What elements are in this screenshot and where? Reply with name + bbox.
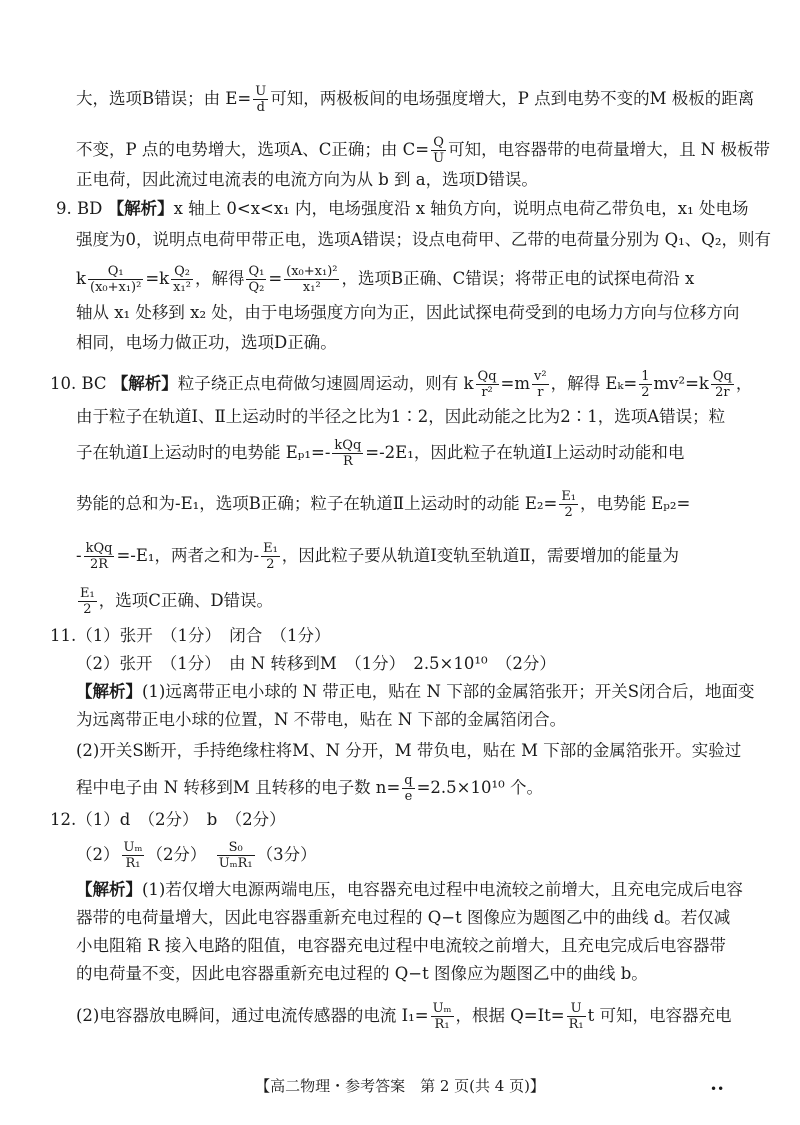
text-line-l19	[76, 740, 741, 762]
text-run: 正电荷，因此流过电流表的电流方向为从 b 到 a，选项D错误。	[76, 170, 538, 189]
text-run: （2分）	[146, 845, 215, 864]
fraction	[431, 1001, 454, 1032]
text-run: ，因此粒子要从轨道Ⅰ变轨至轨道Ⅱ，需要增加的能量为	[281, 546, 680, 565]
fraction-numerator: S₀	[217, 840, 255, 856]
text-run: 小电阻箱 R 接入电路的阻值，电容器充电过程中电流较之前增大，且充电完成后电容器带	[76, 936, 726, 955]
analysis-tag: 【解析】	[107, 199, 174, 218]
fraction	[559, 489, 578, 520]
fraction-numerator: E₁	[561, 489, 577, 504]
fraction	[84, 541, 115, 572]
fraction	[332, 438, 363, 469]
text-run: 势能的总和为-E₁，选项B正确；粒子在轨道Ⅱ上运动时的动能 E₂=	[76, 494, 558, 513]
fraction	[284, 264, 339, 295]
text-run: =	[268, 269, 283, 288]
fraction-denominator: r	[537, 385, 544, 400]
fraction	[217, 840, 255, 871]
text-line-l8	[76, 332, 337, 354]
text-line-l17	[76, 681, 755, 703]
fraction-numerator: Q	[431, 135, 446, 151]
text-run: (2)开关S断开，手持绝缘柱将M、N 分开，M 带负电，贴在 M 下部的金属箔张开。实验过	[76, 741, 742, 760]
text-run: 为远离带正电小球的位置，N 不带电，贴在 N 下部的金属箔闭合。	[76, 710, 567, 729]
fraction	[431, 135, 446, 166]
text-run: (2)电容器放电瞬间，通过电流传感器的电流 I₁=	[76, 1006, 429, 1025]
fraction	[261, 541, 280, 572]
fraction-numerator: kQq	[334, 438, 362, 453]
text-run: =2.5×10¹⁰ 个。	[416, 778, 543, 797]
text-run: 9. BD	[56, 199, 108, 218]
fraction-denominator: x₁²	[173, 280, 191, 295]
text-run: (1)远离带正电小球的 N 带正电，贴在 N 下部的金属箔张开；开关S闭合后，地面变	[142, 682, 755, 701]
text-run: 程中电子由 N 转移到M 且转移的电子数 n=	[76, 778, 401, 797]
corner-mark: ••	[710, 1082, 725, 1096]
fraction-denominator: Q₂	[248, 280, 265, 295]
text-run: -	[76, 546, 82, 565]
fraction-denominator: 2	[564, 505, 573, 520]
text-run: 由于粒子在轨道Ⅰ、Ⅱ上运动时的半径之比为1∶2，因此动能之比为2∶1，选项A错误；粒	[76, 407, 726, 426]
fraction-denominator: 2	[641, 385, 650, 400]
text-line-l1	[76, 84, 754, 115]
text-run: ，	[735, 374, 753, 393]
fraction	[78, 586, 97, 617]
fraction	[122, 840, 145, 871]
fraction-denominator: R	[342, 454, 353, 469]
text-run: =-2E₁，因此粒子在轨道Ⅰ上运动时动能和电	[365, 443, 685, 462]
fraction-numerator: Qq	[477, 369, 497, 384]
text-run: ，解得 Eₖ=	[550, 374, 638, 393]
fraction	[711, 369, 734, 400]
text-run: 11.（1）张开 （1分） 闭合 （1分）	[50, 626, 331, 645]
text-run: 子在轨道Ⅰ上运动时的电势能 Eₚ₁=-	[76, 443, 331, 462]
text-line-l2	[76, 135, 770, 166]
analysis-tag: 【解析】	[76, 682, 142, 701]
text-run: t 可知，电容器充电	[587, 1006, 732, 1025]
text-run: 大，选项B错误；由 E=	[76, 89, 252, 108]
fraction-denominator: 2R	[89, 557, 109, 572]
text-line-l9	[50, 369, 752, 400]
text-run: x 轴上 0<x<x₁ 内，电场强度沿 x 轴负方向，说明点电荷乙带负电，x₁ 处电场	[173, 199, 749, 218]
text-line-l27	[76, 1001, 731, 1032]
fraction-numerator: (x₀+x₁)²	[286, 264, 338, 279]
fraction-numerator: Qq	[712, 369, 732, 384]
text-run: k	[76, 269, 86, 288]
analysis-tag: 【解析】	[111, 374, 178, 393]
text-run: ，电势能 Eₚ₂=	[580, 494, 691, 513]
text-run: ，根据 Q=It=	[455, 1006, 565, 1025]
text-line-l13	[76, 541, 679, 572]
text-run: 的电荷量不变，因此电容器重新充电过程的 Q−t 图像应为题图乙中的曲线 b。	[76, 964, 648, 983]
fraction-numerator: kQq	[85, 541, 113, 556]
fraction	[246, 264, 266, 295]
analysis-tag: 【解析】	[76, 880, 142, 899]
text-run: 相同，电场力做正功，选项D正确。	[76, 333, 337, 352]
text-run: (1)若仅增大电源两端电压，电容器充电过程中电流较之前增大，且充电完成后电容	[142, 880, 743, 899]
text-line-l12	[76, 489, 690, 520]
page-footer: 【高二物理・参考答案 第 2 页(共 4 页)】	[255, 1077, 545, 1095]
fraction-numerator: U	[255, 84, 267, 99]
fraction-denominator: 2r	[715, 385, 730, 400]
fraction-numerator: v²	[534, 369, 547, 384]
fraction	[567, 1001, 586, 1032]
fraction-numerator: Q₂	[171, 264, 193, 280]
text-run: 10. BC	[50, 374, 112, 393]
text-line-l23	[76, 879, 743, 901]
text-line-l20	[76, 773, 543, 804]
fraction-denominator: (x₀+x₁)²	[90, 280, 142, 295]
fraction-numerator: q	[404, 773, 413, 788]
text-run: =k	[145, 269, 170, 288]
fraction	[253, 84, 268, 115]
text-run: 强度为0，说明点电荷甲带正电，选项A错误；设点电荷甲、乙带的电荷量分别为 Q₁、Q₂，则有	[76, 230, 771, 249]
fraction-denominator: R₁	[434, 1017, 450, 1032]
text-run: 可知，两极板间的电场强度增大，P 点到电势不变的M 极板的距离	[270, 89, 755, 108]
text-run: 轴从 x₁ 处移到 x₂ 处，由于电场强度方向为正，因此试探电荷受到的电场力方向与位移方向	[76, 303, 740, 322]
text-line-l11	[76, 438, 684, 469]
text-line-l25	[76, 935, 726, 957]
fraction-denominator: 2	[83, 602, 92, 617]
text-run: （3分）	[256, 845, 317, 864]
text-line-l3	[76, 169, 538, 191]
text-run: mv²=k	[653, 374, 709, 393]
text-line-l24	[76, 907, 730, 929]
fraction-denominator: d	[256, 100, 265, 115]
text-line-l4	[56, 198, 748, 220]
fraction-numerator: 1	[641, 369, 650, 384]
fraction-numerator: Uₘ	[432, 1001, 452, 1016]
text-line-l21	[50, 809, 286, 831]
text-run: ，解得	[194, 269, 245, 288]
text-line-l7	[76, 302, 739, 324]
text-line-l26	[76, 963, 648, 985]
fraction-denominator: r²	[481, 385, 493, 400]
fraction	[402, 773, 414, 804]
text-run: （2）张开 （1分） 由 N 转移到M （1分） 2.5×10¹⁰ （2分）	[76, 654, 556, 673]
text-line-l18	[76, 709, 566, 731]
fraction	[88, 264, 143, 295]
fraction-numerator: E₁	[80, 586, 95, 601]
text-run: （2）	[76, 845, 120, 864]
fraction-denominator: x₁²	[302, 280, 321, 295]
fraction-numerator: Q₁	[88, 264, 143, 280]
fraction-denominator: UₘR₁	[218, 856, 253, 871]
fraction-numerator: Uₘ	[123, 840, 143, 855]
text-run: 12.（1）d （2分） b （2分）	[50, 810, 286, 829]
text-line-l5	[76, 229, 771, 251]
fraction-numerator: U	[567, 1001, 586, 1017]
text-run: 可知，电容器带的电荷量增大，且 N 极板带	[448, 140, 770, 159]
fraction-numerator: Q₁	[248, 264, 265, 279]
text-run: 不变，P 点的电势增大，选项A、C正确；由 C=	[76, 140, 430, 159]
fraction-denominator: 2	[266, 557, 275, 572]
fraction-denominator: R₁	[125, 856, 141, 871]
text-run: ，选项B正确、C错误；将带正电的试探电荷沿 x	[341, 269, 695, 288]
fraction-denominator: e	[404, 789, 413, 804]
fraction-numerator: E₁	[263, 541, 278, 556]
text-line-l6	[76, 264, 694, 295]
fraction	[532, 369, 549, 400]
text-line-l14	[76, 586, 273, 617]
fraction-denominator: R₁	[568, 1017, 584, 1032]
text-line-l16	[76, 653, 556, 675]
fraction-denominator: U	[433, 151, 445, 166]
fraction	[639, 369, 651, 400]
fraction	[171, 264, 193, 295]
fraction	[476, 369, 499, 400]
text-run: 器带的电荷量增大，因此电容器重新充电过程的 Q−t 图像应为题图乙中的曲线 d。若仅减	[76, 908, 731, 927]
text-line-l15	[50, 625, 330, 647]
text-run: =-E₁，两者之和为-	[116, 546, 260, 565]
text-line-l10	[76, 406, 725, 428]
text-run: =m	[500, 374, 531, 393]
text-run: ，选项C正确、D错误。	[98, 591, 274, 610]
text-line-l22	[76, 840, 317, 871]
text-run: 粒子绕正点电荷做匀速圆周运动，则有 k	[177, 374, 474, 393]
